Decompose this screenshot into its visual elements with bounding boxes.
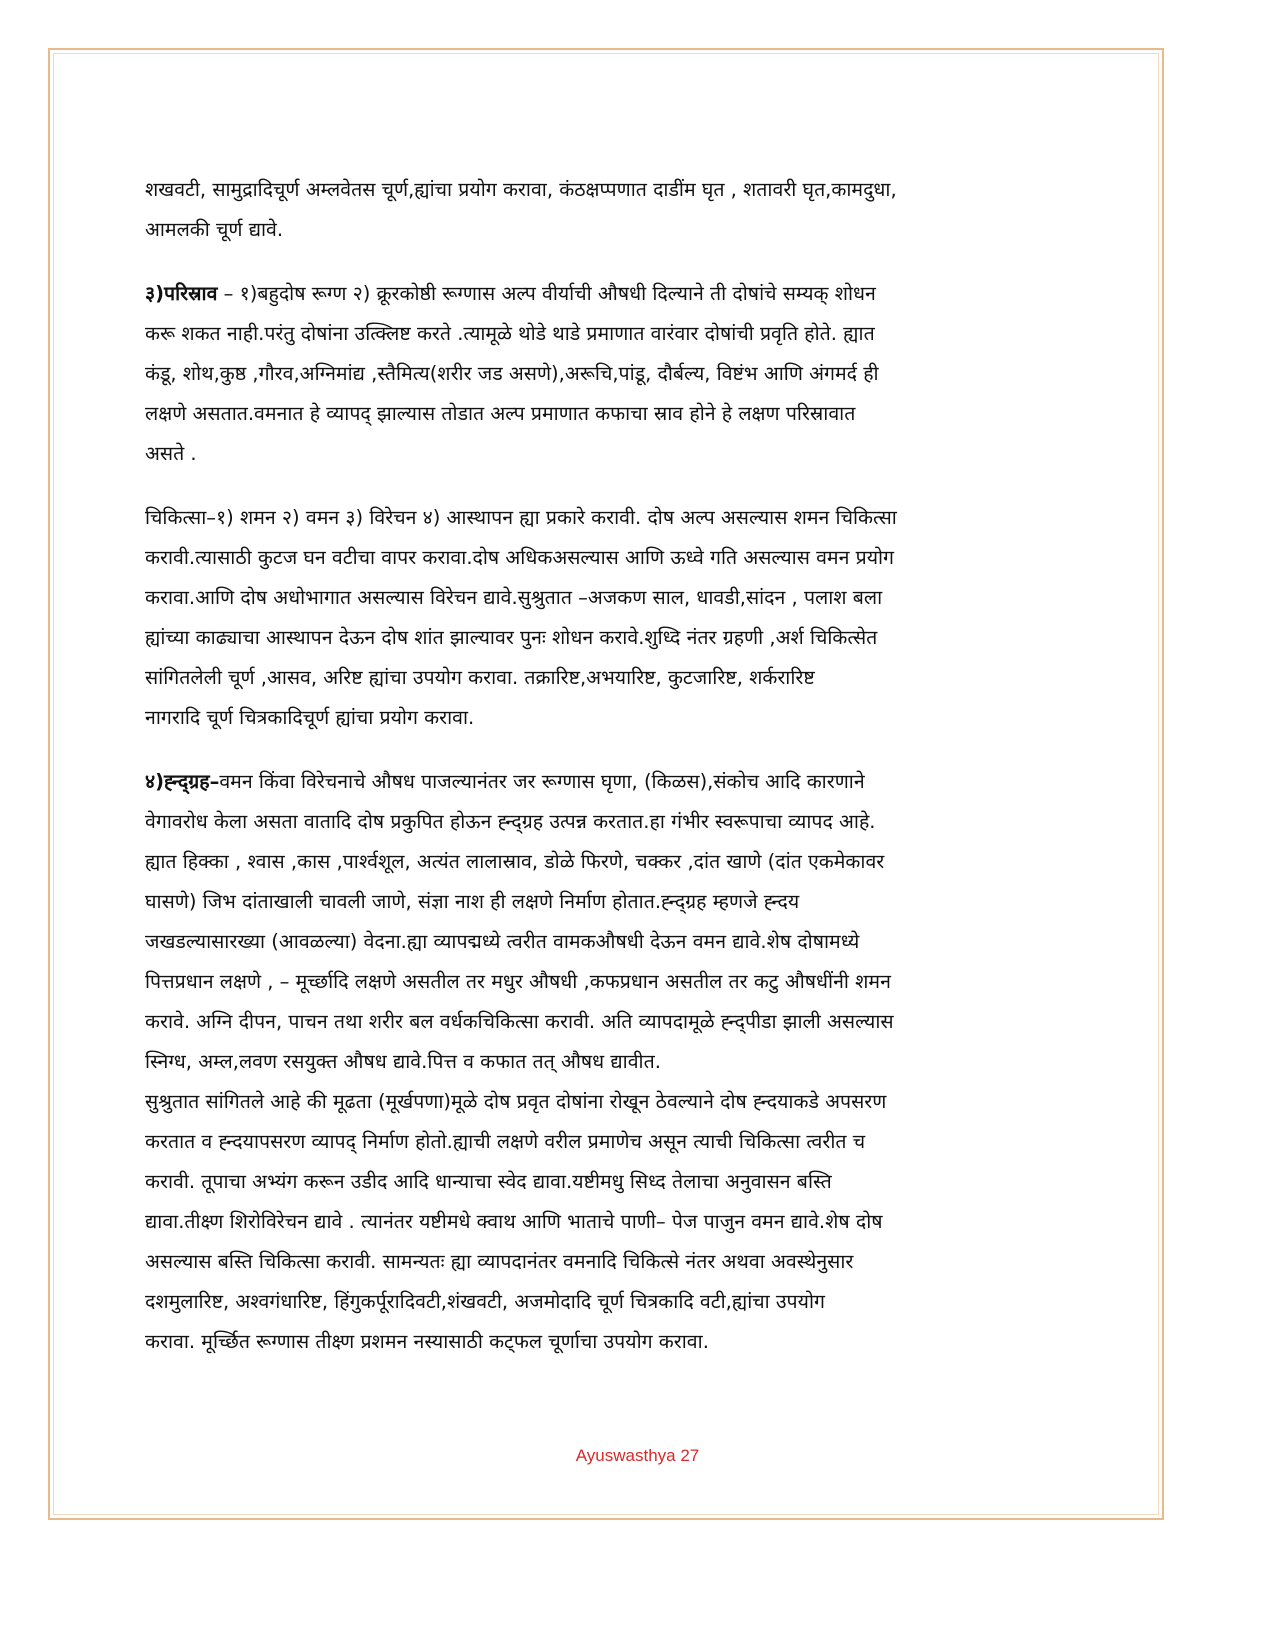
- text-line: असते .: [145, 442, 197, 465]
- document-body: [145, 170, 1075, 1362]
- text-line: करतात व ह्न्दयापसरण व्यापद् निर्माण होतो.ह्याची लक्षणे वरील प्रमाणेच असून त्याची चिकित्सा त्वरीत च: [145, 1130, 866, 1153]
- section-heading: ३)परिस्राव: [145, 282, 218, 305]
- section-heading: ४)ह्न्द्ग्रह–: [145, 770, 220, 793]
- text-line: ३)परिस्राव – १)बहुदोष रूग्ण २) क्रूरकोष्ठी रूग्णास अल्प वीर्याची औषधी दिल्याने ती दोषांचे सम्यक् शोधन: [145, 282, 876, 305]
- text-line: करावा.आणि दोष अधोभागात असल्यास विरेचन द्यावे.सुश्रुतात –अजकण साल, धावडी,सांदन , पलाश बला: [145, 586, 883, 609]
- page-footer: Ayuswasthya 27: [575, 1446, 700, 1465]
- text-line: ह्यात हिक्का , श्वास ,कास ,पार्श्वशूल, अत्यंत लालास्राव, डोळे फिरणे, चक्कर ,दांत खाणे (दांत एकमेकावर: [145, 850, 885, 873]
- sushruta-paragraph: [145, 1082, 1075, 1362]
- text-line: चिकित्सा–१) शमन २) वमन ३) विरेचन ४) आस्थापन ह्या प्रकारे करावी. दोष अल्प असल्यास शमन चिकित्सा: [145, 506, 897, 529]
- text-line: ४)ह्न्द्ग्रह–वमन किंवा विरेचनाचे औषध पाजल्यानंतर जर रूग्णास घृणा, (किळस),संकोच आदि कारणाने: [145, 770, 865, 793]
- text-line: शखवटी, सामुद्रादिचूर्ण अम्लवेतस चूर्ण,ह्यांचा प्रयोग करावा, कंठक्षप्पणात दाडींम घृत , शतावरी घृत,कामदुधा,: [145, 178, 897, 201]
- text-line: घासणे) जिभ दांताखाली चावली जाणे, संज्ञा नाश ही लक्षणे निर्माण होतात.ह्न्द्ग्रह म्हणजे ह्न्दय: [145, 890, 800, 913]
- text-line: द्यावा.तीक्ष्ण शिरोविरेचन द्यावे . त्यानंतर यष्टीमधे क्वाथ आणि भाताचे पाणी– पेज पाजुन वमन द्यावे.शेष दोष: [145, 1210, 883, 1233]
- text-line: करू शकत नाही.परंतु दोषांना उत्क्लिष्ट करते .त्यामूळे थोडे थाडे प्रमाणात वारंवार दोषांची प्रवृति होते. ह्यात: [145, 322, 875, 345]
- text-line: सांगितलेली चूर्ण ,आसव, अरिष्ट ह्यांचा उपयोग करावा. तक्रारिष्ट,अभयारिष्ट, कुटजारिष्ट, शर्करारिष्ट: [145, 666, 815, 689]
- text-line: सुश्रुतात सांगितले आहे की मूढता (मूर्खपणा)मूळे दोष प्रवृत दोषांना रोखून ठेवल्याने दोष ह्न्दयाकडे अपसरण: [145, 1090, 887, 1113]
- text-line: स्निग्ध, अम्ल,लवण रसयुक्त औषध द्यावे.पित्त व कफात तत् औषध द्यावीत.: [145, 1050, 661, 1073]
- intro-paragraph: [145, 170, 1075, 250]
- text-line: करावी. तूपाचा अभ्यंग करून उडीद आदि धान्याचा स्वेद द्यावा.यष्टीमधु सिध्द तेलाचा अनुवासन बस्ति: [145, 1170, 832, 1193]
- text-line: नागरादि चूर्ण चित्रकादिचूर्ण ह्यांचा प्रयोग करावा.: [145, 706, 475, 729]
- text-line: कंडू, शोथ,कुष्ठ ,गौरव,अग्निमांद्य ,स्तैमित्य(शरीर जड असणे),अरूचि,पांडू, दौर्बल्य, विष्टंभ आणि अंगमर्द ही: [145, 362, 879, 385]
- text-line: करावे. अग्नि दीपन, पाचन तथा शरीर बल वर्धकचिकित्सा करावी. अति व्यापदामूळे ह्न्द्पीडा झाली असल्यास: [145, 1010, 894, 1033]
- section-hridgraha: [145, 762, 1075, 1082]
- text-line: आमलकी चूर्ण द्यावे.: [145, 218, 284, 241]
- text-line: ह्यांच्या काढ्याचा आस्थापन देऊन दोष शांत झाल्यावर पुनः शोधन करावे.शुध्दि नंतर ग्रहणी ,अर्श चिकित्सेत: [145, 626, 878, 649]
- text-line: करावी.त्यासाठी कुटज घन वटीचा वापर करावा.दोष अधिकअसल्यास आणि ऊध्वे गति असल्यास वमन प्रयोग: [145, 546, 895, 569]
- chikitsa-paragraph: [145, 498, 1075, 738]
- text-line: लक्षणे असतात.वमनात हे व्यापद् झाल्यास तोडात अल्प प्रमाणात कफाचा स्राव होने हे लक्षण परिस्रावात: [145, 402, 856, 425]
- text-line: करावा. मूर्च्छित रूग्णास तीक्ष्ण प्रशमन नस्यासाठी कट्फल चूर्णाचा उपयोग करावा.: [145, 1330, 709, 1353]
- text-line: पित्तप्रधान लक्षणे , – मूर्च्छादि लक्षणे असतील तर मधुर औषधी ,कफप्रधान असतील तर कटु औषधींनी शमन: [145, 970, 891, 993]
- text-line: दशमुलारिष्ट, अश्वगंधारिष्ट, हिंगुकर्पूरादिवटी,शंखवटी, अजमोदादि चूर्ण चित्रकादि वटी,ह्यांचा उपयोग: [145, 1290, 825, 1313]
- text-line: वेगावरोध केला असता वातादि दोष प्रकुपित होऊन ह्न्द्ग्रह उत्पन्न करतात.हा गंभीर स्वरूपाचा व्यापद आहे.: [145, 810, 876, 833]
- text-line: जखडल्यासारख्या (आवळल्या) वेदना.ह्या व्यापद्मध्ये त्वरीत वामकऔषधी देऊन वमन द्यावे.शेष दोषामध्ये: [145, 930, 860, 953]
- section-parisrav: [145, 274, 1075, 474]
- text-line: असल्यास बस्ति चिकित्सा करावी. सामन्यतः ह्या व्यापदानंतर वमनादि चिकित्से नंतर अथवा अवस्थेनुसार: [145, 1250, 854, 1273]
